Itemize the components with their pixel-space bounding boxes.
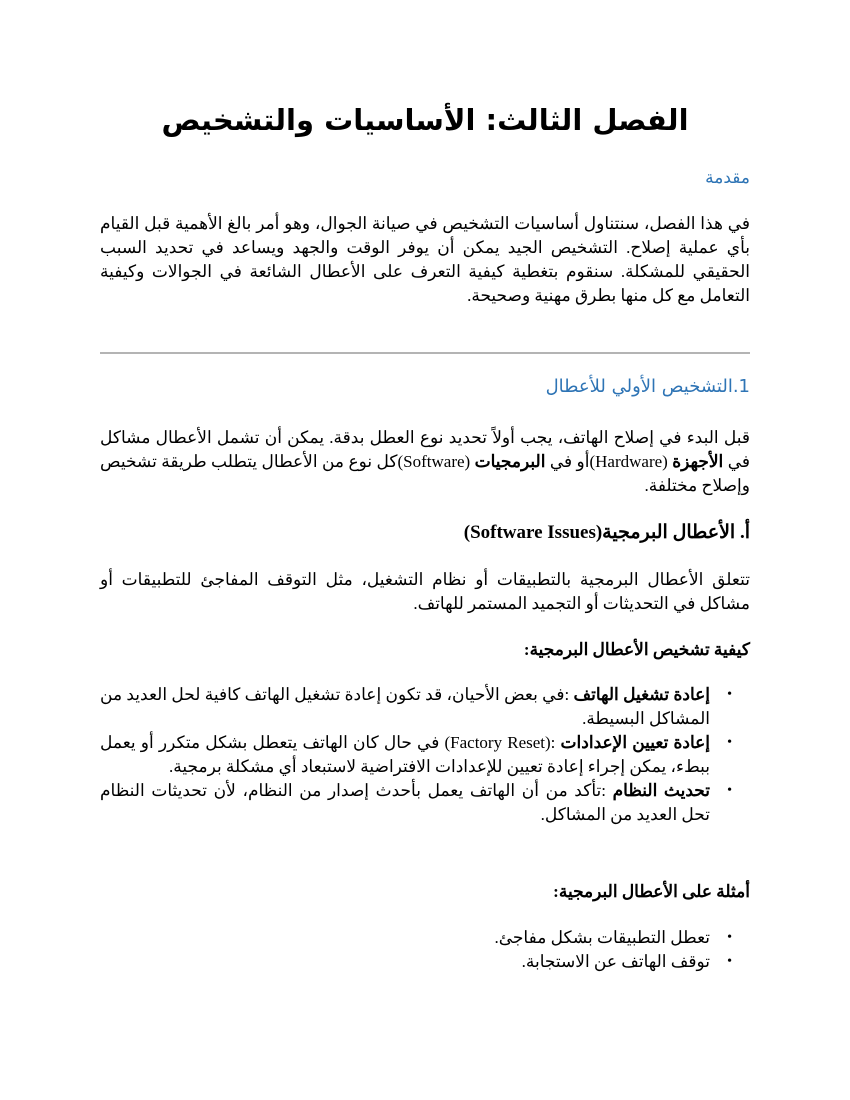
section1-paragraph bbox=[100, 426, 750, 498]
list-item bbox=[100, 683, 750, 731]
step-title: إعادة تعيين الإعدادات bbox=[560, 733, 711, 752]
chapter-title: الفصل الثالث: الأساسيات والتشخيص bbox=[161, 103, 689, 137]
section1-text-c: (Software)كل نوع من الأعطال يتطلب طريقة تشخيص وإصلاح مختلفة. bbox=[100, 452, 750, 495]
intro-heading: مقدمة bbox=[705, 168, 750, 188]
step-text: :تأكد من أن الهاتف يعمل بأحدث إصدار من النظام، لأن تحديثات النظام تحل العديد من المشاكل. bbox=[100, 781, 710, 824]
bullet-icon: • bbox=[727, 735, 732, 750]
bullet-icon: • bbox=[727, 783, 732, 798]
intro-paragraph: في هذا الفصل، سنتناول أساسيات التشخيص في صيانة الجوال، وهو أمر بالغ الأهمية قبل القيام بأي عملية إصلاح. التشخيص الجيد يمكن أن يوفر الوقت والجهد ويساعد في تحديد السبب الحقيقي للمشكلة. سنقوم بتغطية كيفية التعرف على الأعطال الشائعة في الجوالات وكيفية التعامل مع كل منها بطرق مهنية وصحيحة. bbox=[100, 214, 750, 305]
section1-text-b: (Hardware)أو في bbox=[545, 452, 673, 471]
example-text: تعطل التطبيقات بشكل مفاجئ. bbox=[494, 928, 710, 947]
diagnose-steps-list bbox=[100, 683, 750, 827]
diagnose-label: كيفية تشخيص الأعطال البرمجية: bbox=[523, 640, 750, 659]
subsection-a-heading: أ. الأعطال البرمجية(Software Issues) bbox=[463, 522, 750, 543]
section1-heading: 1.التشخيص الأولي للأعطال bbox=[545, 376, 750, 397]
example-text: توقف الهاتف عن الاستجابة. bbox=[521, 952, 710, 971]
step-title: إعادة تشغيل الهاتف bbox=[573, 685, 711, 704]
horizontal-divider bbox=[100, 352, 750, 354]
examples-label: أمثلة على الأعطال البرمجية: bbox=[553, 882, 750, 901]
list-item bbox=[100, 731, 750, 779]
step-title: تحديث النظام bbox=[612, 781, 710, 800]
section1-text-a: قبل البدء في إصلاح الهاتف، يجب أولاً تحديد نوع العطل بدقة. يمكن أن تشمل الأعطال مشاكل في bbox=[100, 428, 751, 471]
software-term: البرمجيات bbox=[474, 452, 546, 471]
step-text: :في بعض الأحيان، قد تكون إعادة تشغيل الهاتف كافية لحل العديد من المشاكل البسيطة. bbox=[100, 685, 710, 728]
list-item bbox=[100, 779, 750, 827]
list-item bbox=[100, 926, 750, 950]
bullet-icon: • bbox=[727, 954, 732, 969]
bullet-icon: • bbox=[727, 930, 732, 945]
examples-list bbox=[100, 926, 750, 974]
bullet-icon: • bbox=[727, 687, 732, 702]
step-text: :(Factory Reset) في حال كان الهاتف يتعطل بشكل متكرر أو يعمل ببطء، يمكن إجراء إعادة تعيين للإعدادات الافتراضية لاستبعاد أي مشكلة برمجية. bbox=[100, 733, 710, 776]
list-item bbox=[100, 950, 750, 974]
subsection-a-paragraph: تتعلق الأعطال البرمجية بالتطبيقات أو نظام التشغيل، مثل التوقف المفاجئ للتطبيقات أو مشاكل في التحديثات أو التجميد المستمر للهاتف. bbox=[100, 570, 750, 613]
hardware-term: الأجهزة bbox=[672, 452, 724, 471]
